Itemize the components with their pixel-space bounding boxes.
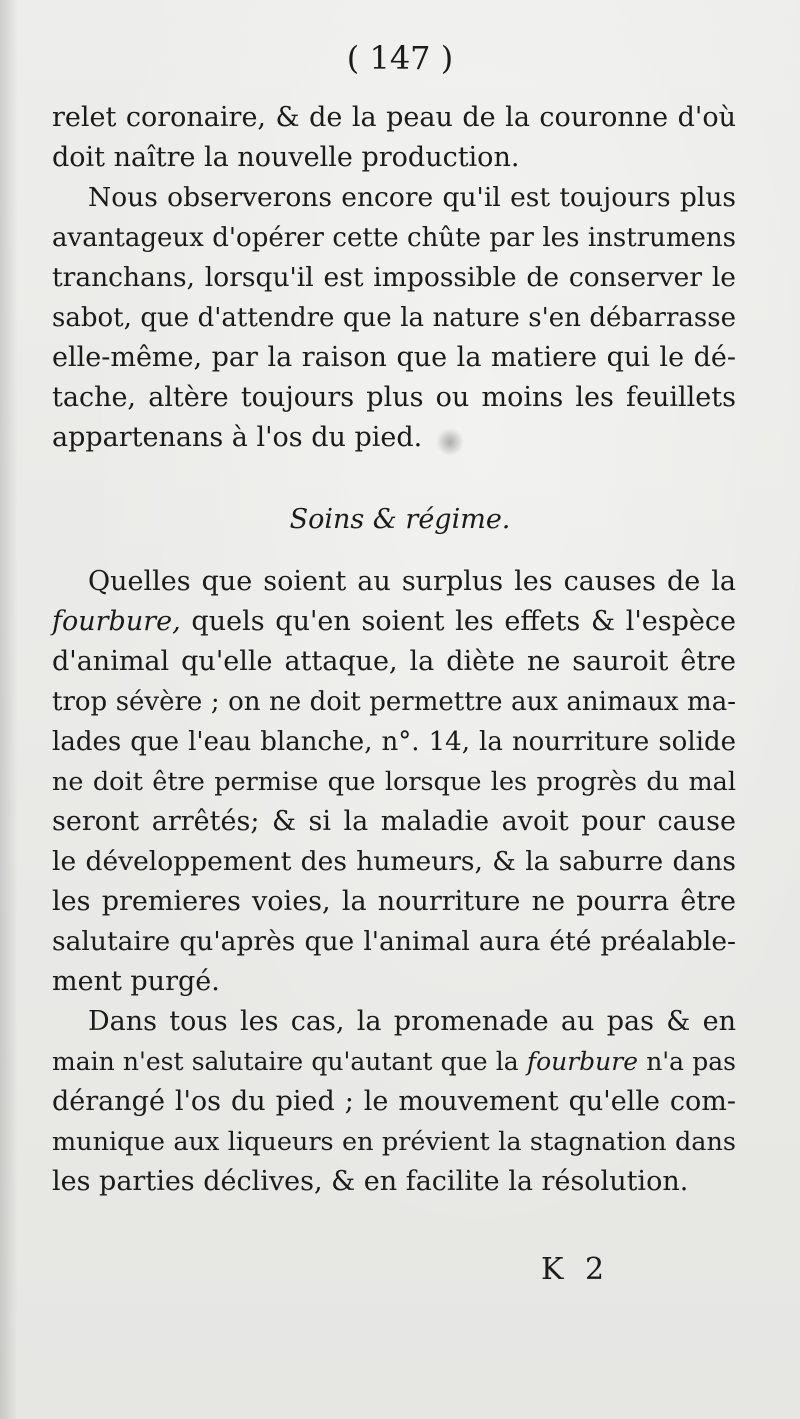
text-line: d'animal qu'elle attaque, la diète ne sauroit être — [52, 646, 736, 677]
text-line: les parties déclives, & en facilite la résolution. — [52, 1166, 689, 1197]
text-run: n'a pas — [638, 1047, 736, 1076]
text-line: sabot, que d'attendre que la nature s'en débarrasse — [52, 303, 736, 333]
text-line-mixed — [52, 1042, 736, 1082]
text-line: tache, altère toujours plus ou moins les feuillets — [52, 382, 736, 413]
text-line: Quelles que soient au surplus les causes de la — [88, 566, 736, 597]
italic-term: fourbure — [526, 1047, 639, 1076]
text-line: les premieres voies, la nourriture ne pourra être — [52, 886, 736, 917]
text-run: quels qu'en soient les effets & l'espèce — [180, 606, 736, 637]
text-line: seront arrêtés; & si la maladie avoit pour cause — [52, 806, 736, 837]
text-line: lades que l'eau blanche, n°. 14, la nourriture solide — [52, 727, 736, 757]
text-line: dérangé l'os du pied ; le mouvement qu'elle com- — [52, 1086, 736, 1117]
page-number: ( 147 ) — [346, 39, 454, 77]
ink-stain — [436, 428, 464, 456]
text-line: trop sévère ; on ne doit permettre aux animaux ma- — [52, 687, 736, 717]
signature-mark: K 2 — [541, 1252, 611, 1287]
italic-term: fourbure, — [52, 606, 181, 637]
text-line: doit naître la nouvelle production. — [52, 142, 520, 173]
text-line: relet coronaire, & de la peau de la couronne d'où — [52, 102, 736, 133]
text-line: appartenans à l'os du pied. — [52, 422, 423, 453]
text-line: salutaire qu'après que l'animal aura été préalable- — [52, 926, 736, 957]
text-line: le développement des humeurs, & la saburre dans — [52, 846, 736, 877]
text-line: elle-même, par la raison que la matiere qui le dé- — [52, 342, 736, 373]
text-line: ne doit être permise que lorsque les progrès du mal — [52, 767, 736, 797]
text-run: main n'est salutaire qu'autant que la — [52, 1047, 527, 1076]
text-line: avantageux d'opérer cette chûte par les instrumens — [52, 223, 736, 253]
text-line-mixed — [52, 602, 736, 642]
text-line: ment purgé. — [52, 966, 220, 997]
page-edge-shadow — [0, 0, 18, 1419]
text-line: Nous observerons encore qu'il est toujours plus — [88, 182, 736, 213]
text-line: Dans tous les cas, la promenade au pas & en — [88, 1006, 736, 1037]
section-heading: Soins & régime. — [289, 504, 511, 535]
text-line: tranchans, lorsqu'il est impossible de conserver le — [52, 262, 736, 293]
text-line: munique aux liqueurs en prévient la stagnation dans — [52, 1127, 736, 1157]
